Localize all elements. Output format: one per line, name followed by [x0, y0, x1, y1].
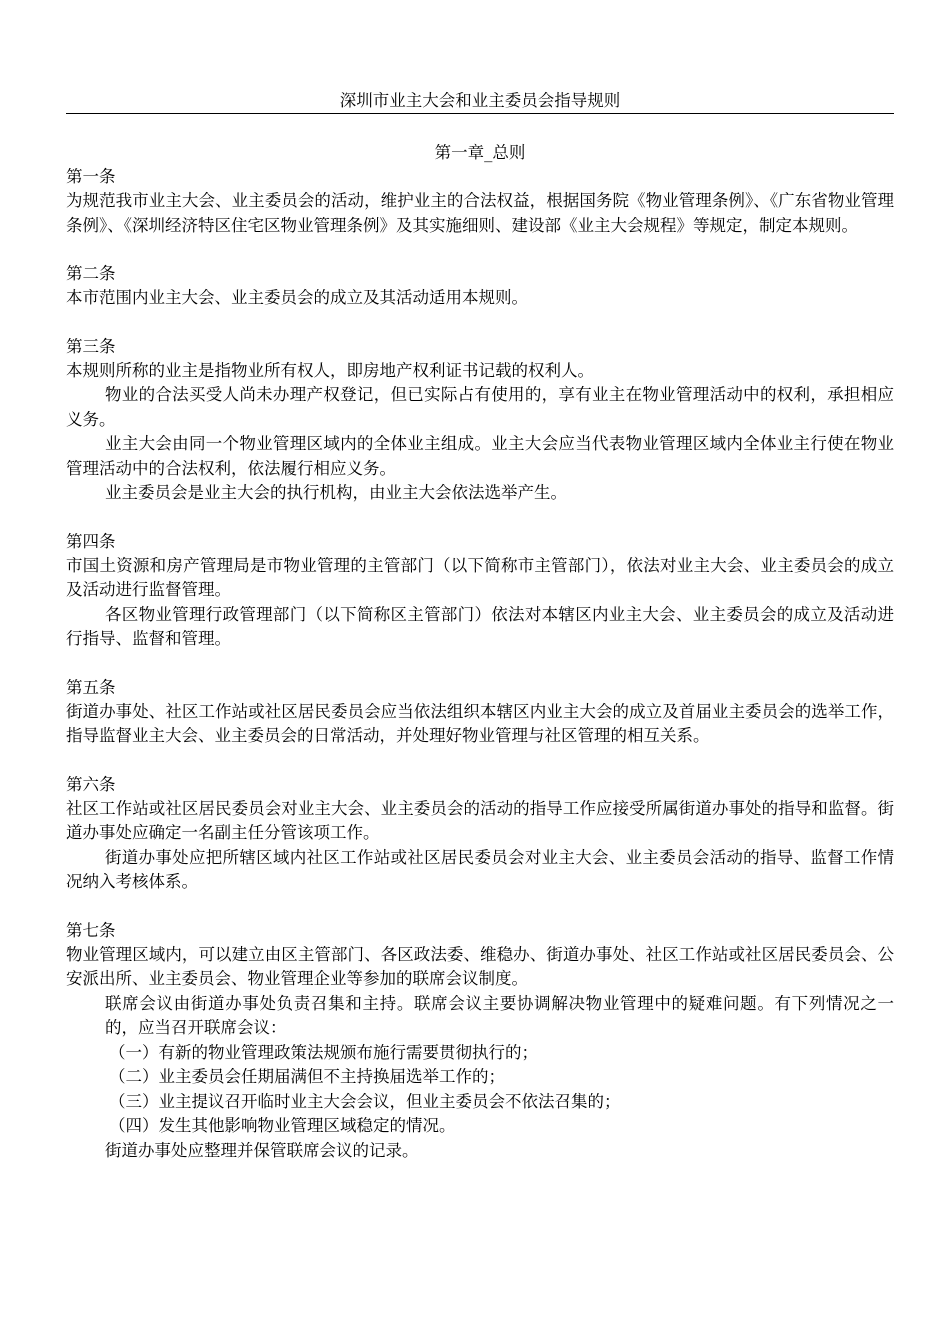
article-heading: 第三条 — [66, 336, 116, 356]
article-1 — [66, 165, 894, 238]
article-paragraph: 联席会议由街道办事处负责召集和主持。联席会议主要协调解决物业管理中的疑难问题。有下列情况之一的，应当召开联席会议： — [105, 993, 894, 1037]
article-heading: 第四条 — [66, 531, 116, 551]
list-item: （四）发生其他影响物业管理区域稳定的情况。 — [109, 1116, 456, 1135]
article-paragraph: 为规范我市业主大会、业主委员会的活动，维护业主的合法权益，根据国务院《物业管理条例》、《广东省物业管理条例》、《深圳经济特区住宅区物业管理条例》及其实施细则、建设部《业主大会规程》等规定，制定本规则。 — [66, 191, 894, 235]
article-paragraph: 街道办事处、社区工作站或社区居民委员会应当依法组织本辖区内业主大会的成立及首届业主委员会的选举工作，指导监督业主大会、业主委员会的日常活动，并处理好物业管理与社区管理的相互关系。 — [66, 701, 894, 745]
article-paragraph: 街道办事处应把所辖区域内社区工作站或社区居民委员会对业主大会、业主委员会活动的指导、监督工作情况纳入考核体系。 — [66, 847, 894, 891]
article-heading: 第七条 — [66, 920, 116, 940]
article-heading: 第二条 — [66, 264, 116, 283]
document-page — [66, 90, 894, 1187]
article-paragraph: 各区物业管理行政管理部门（以下简称区主管部门）依法对本辖区内业主大会、业主委员会的成立及活动进行指导、监督和管理。 — [66, 604, 894, 648]
article-heading: 第五条 — [66, 677, 116, 697]
article-paragraph: 物业的合法买受人尚未办理产权登记，但已实际占有使用的，享有业主在物业管理活动中的权利，承担相应义务。 — [66, 385, 894, 429]
list-item: （三）业主提议召开临时业主大会会议，但业主委员会不依法召集的； — [109, 1091, 621, 1111]
article-7 — [66, 919, 894, 1164]
article-6 — [66, 773, 894, 895]
article-4 — [66, 530, 894, 652]
list-item: （一）有新的物业管理政策法规颁布施行需要贯彻执行的； — [109, 1042, 538, 1062]
article-paragraph: 本市范围内业主大会、业主委员会的成立及其活动适用本规则。 — [66, 288, 528, 307]
article-2 — [66, 262, 894, 311]
article-paragraph: 业主大会由同一个物业管理区域内的全体业主组成。业主大会应当代表物业管理区域内全体业主行使在物业管理活动中的合法权利，依法履行相应义务。 — [66, 434, 894, 478]
article-paragraph: 业主委员会是业主大会的执行机构，由业主大会依法选举产生。 — [105, 483, 567, 502]
article-5 — [66, 676, 894, 749]
chapter-heading: 第一章_总则 — [434, 143, 526, 162]
article-heading: 第一条 — [66, 167, 116, 186]
article-closing: 街道办事处应整理并保管联席会议的记录。 — [105, 1140, 419, 1160]
article-paragraph: 社区工作站或社区居民委员会对业主大会、业主委员会的活动的指导工作应接受所属街道办事处的指导和监督。街道办事处应确定一名副主任分管该项工作。 — [66, 798, 894, 842]
document-title: 深圳市业主大会和业主委员会指导规则 — [66, 90, 894, 114]
list-item: （二）业主委员会任期届满但不主持换届选举工作的； — [109, 1067, 505, 1086]
article-paragraph: 物业管理区域内，可以建立由区主管部门、各区政法委、维稳办、街道办事处、社区工作站或社区居民委员会、公安派出所、业主委员会、物业管理企业等参加的联席会议制度。 — [66, 944, 894, 988]
article-3 — [66, 335, 894, 506]
article-heading: 第六条 — [66, 774, 116, 794]
article-paragraph: 本规则所称的业主是指物业所有权人，即房地产权利证书记载的权利人。 — [66, 360, 594, 380]
article-paragraph: 市国土资源和房产管理局是市物业管理的主管部门（以下简称市主管部门），依法对业主大会、业主委员会的成立及活动进行监督管理。 — [66, 555, 894, 599]
